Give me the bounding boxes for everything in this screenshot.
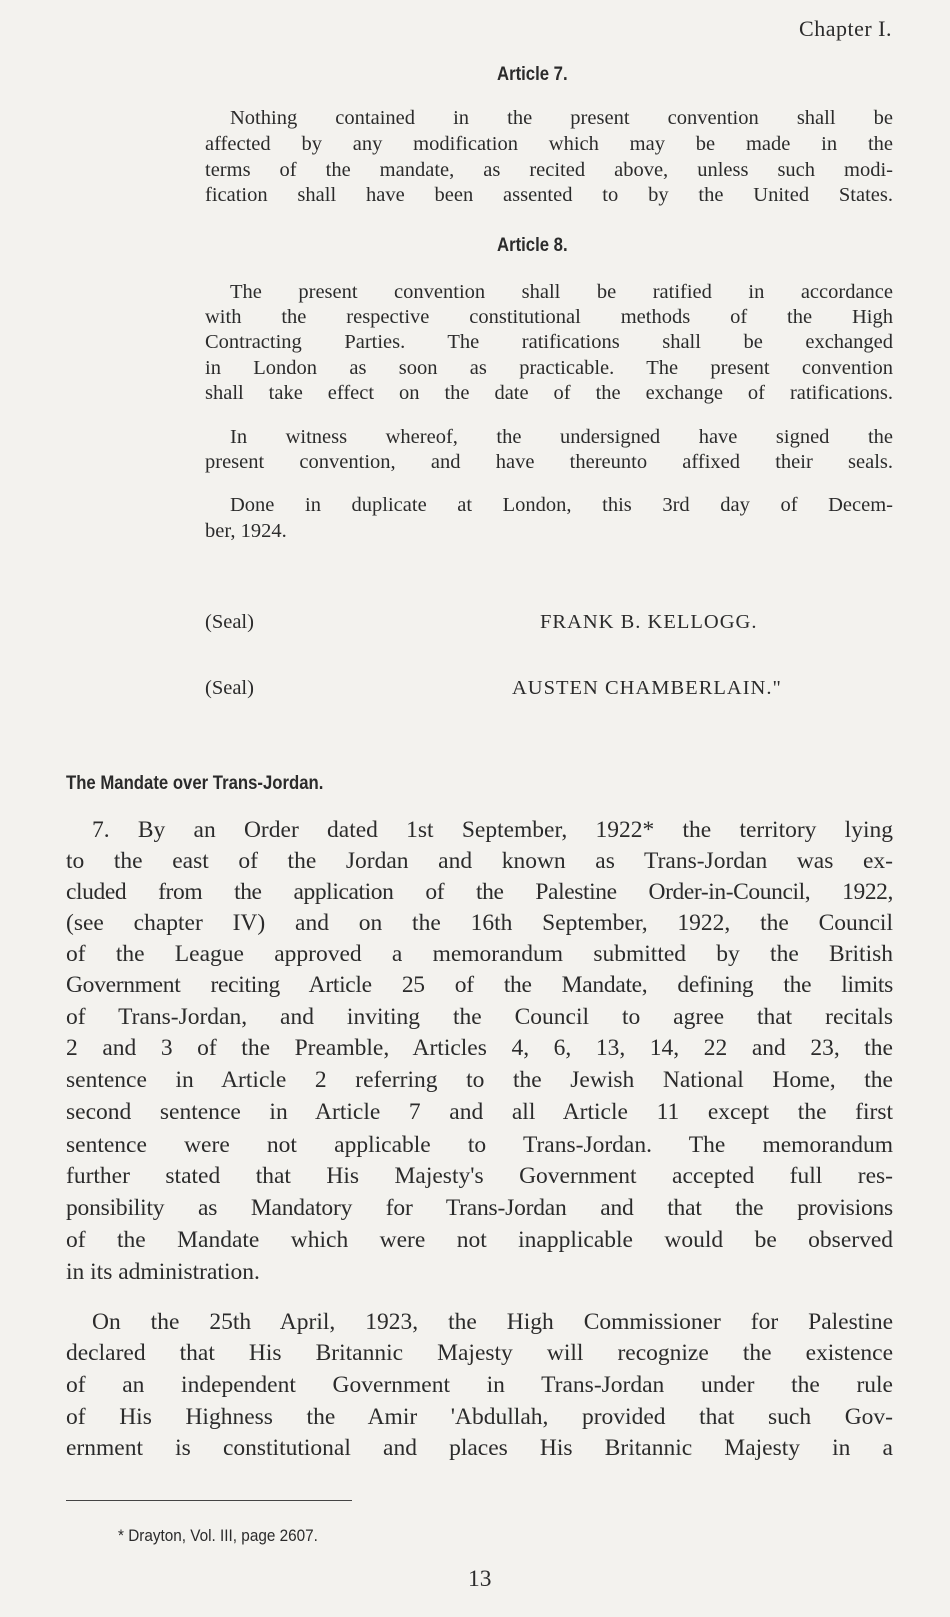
text-line: ponsibility as Mandatory for Trans-Jordan and that the provisions <box>66 1195 893 1221</box>
text-line: ernment is constitutional and places His Britannic Majesty in a <box>66 1435 893 1461</box>
footnote-divider <box>66 1500 352 1501</box>
text-line: Government reciting Article 25 of the Mandate, defining the limits <box>66 972 893 998</box>
signatory-name: AUSTEN CHAMBERLAIN." <box>512 677 782 699</box>
text-line: Nothing contained in the present convention shall be <box>230 107 893 129</box>
text-line: with the respective constitutional methods of the High <box>205 306 893 328</box>
text-line: fication shall have been assented to by the United States. <box>205 184 893 206</box>
text-line: 7. By an Order dated 1st September, 1922* the territory lying <box>92 817 893 843</box>
text-line: further stated that His Majesty's Government accepted full res- <box>66 1163 893 1189</box>
text-line: Done in duplicate at London, this 3rd day of Decem- <box>230 494 893 516</box>
text-line: in London as soon as practicable. The present convention <box>205 357 893 379</box>
page-number: 13 <box>468 1566 492 1592</box>
seal-label: (Seal) <box>205 677 254 699</box>
article-7-heading: Article 7. <box>497 64 568 85</box>
text-line: to the east of the Jordan and known as Trans-Jordan was ex- <box>66 848 893 874</box>
text-line: On the 25th April, 1923, the High Commissioner for Palestine <box>92 1309 893 1335</box>
text-line: declared that His Britannic Majesty will recognize the existence <box>66 1340 893 1366</box>
text-line: of an independent Government in Trans-Jordan under the rule <box>66 1372 893 1398</box>
text-line: of His Highness the Amir 'Abdullah, provided that such Gov- <box>66 1404 893 1430</box>
article-8-heading: Article 8. <box>497 235 568 256</box>
text-line: In witness whereof, the undersigned have signed the <box>230 426 893 448</box>
text-line: of Trans-Jordan, and inviting the Council to agree that recitals <box>66 1004 893 1030</box>
text-line: (see chapter IV) and on the 16th September, 1922, the Council <box>66 910 893 936</box>
text-line: The present convention shall be ratified in accordance <box>230 281 893 303</box>
text-line: ber, 1924. <box>205 520 287 542</box>
text-line: terms of the mandate, as recited above, unless such modi- <box>205 159 893 181</box>
text-line: of the Mandate which were not inapplicable would be observed <box>66 1227 893 1253</box>
text-line: of the League approved a memorandum submitted by the British <box>66 941 893 967</box>
chapter-header: Chapter I. <box>799 16 892 41</box>
text-line: Contracting Parties. The ratifications shall be exchanged <box>205 331 893 353</box>
text-line: sentence in Article 2 referring to the Jewish National Home, the <box>66 1067 893 1093</box>
text-line: cluded from the application of the Palestine Order-in-Council, 1922, <box>66 879 893 905</box>
seal-label: (Seal) <box>205 611 254 633</box>
text-line: sentence were not applicable to Trans-Jordan. The memorandum <box>66 1132 893 1158</box>
text-line: affected by any modification which may be made in the <box>205 133 893 155</box>
footnote: * Drayton, Vol. III, page 2607. <box>118 1526 318 1545</box>
text-line: shall take effect on the date of the exchange of ratifications. <box>205 382 893 404</box>
text-line: in its administration. <box>66 1259 260 1285</box>
text-line: present convention, and have thereunto affixed their seals. <box>205 451 893 473</box>
text-line: second sentence in Article 7 and all Article 11 except the first <box>66 1099 893 1125</box>
signatory-name: FRANK B. KELLOGG. <box>540 611 758 633</box>
text-line: 2 and 3 of the Preamble, Articles 4, 6, 13, 14, 22 and 23, the <box>66 1035 893 1061</box>
section-heading: The Mandate over Trans-Jordan. <box>66 773 324 794</box>
